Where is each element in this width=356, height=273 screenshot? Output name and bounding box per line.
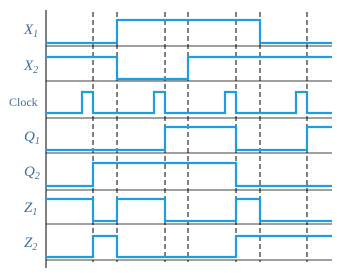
signal-label-clock: Clock [9, 95, 38, 109]
waveform-z2 [46, 236, 332, 257]
waveform-q2 [46, 163, 332, 186]
signal-label-z2: $Z_2$ [24, 235, 38, 253]
signal-label-x1: $X_1$ [24, 22, 39, 40]
waveform-q1 [46, 127, 332, 150]
waveform-clock [46, 92, 332, 113]
clock-edge-markers [93, 12, 307, 262]
signal-label-q2: $Q_2$ [24, 164, 40, 182]
waveforms [46, 20, 332, 257]
signal-label-x2: $X_2$ [24, 58, 39, 76]
waveform-z1 [46, 199, 332, 221]
waveform-x2 [46, 57, 332, 79]
signal-label-z1: $Z_1$ [24, 200, 38, 218]
waveform-x1 [46, 20, 332, 43]
signal-label-q1: $Q_1$ [24, 129, 40, 147]
signal-labels [9, 22, 40, 253]
